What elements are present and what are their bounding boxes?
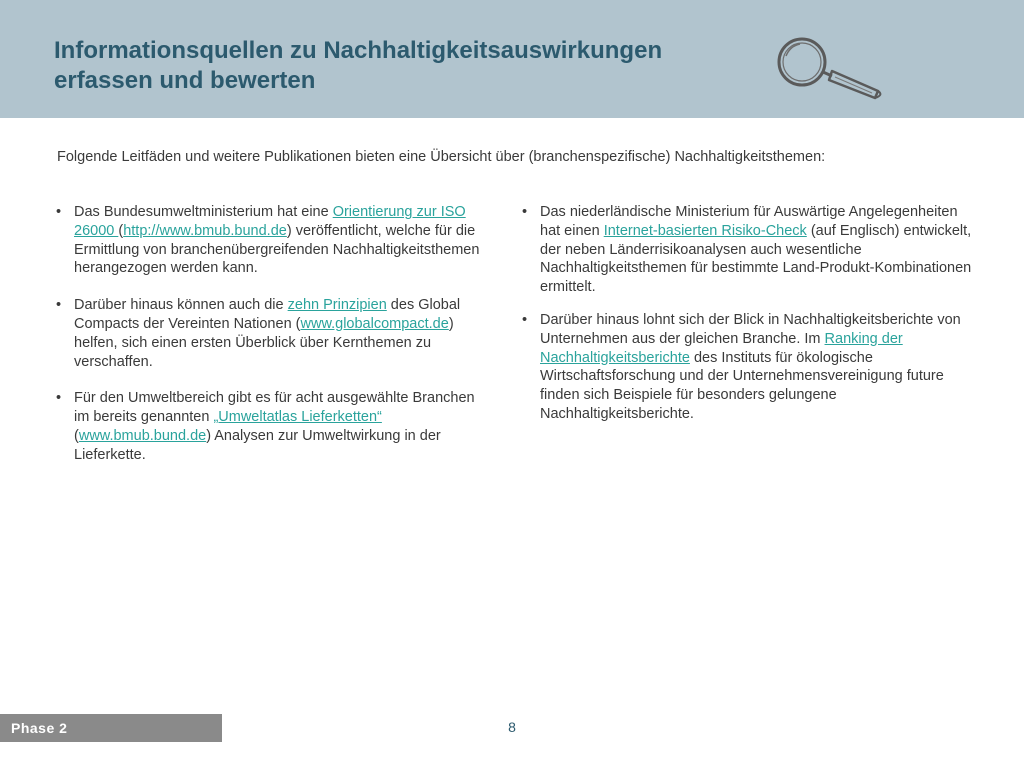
list-item	[56, 389, 481, 464]
list-item	[522, 203, 972, 297]
left-bullet-list	[56, 203, 481, 465]
list-item	[522, 311, 972, 424]
page-title	[54, 36, 754, 96]
phase-label: Phase 2	[11, 720, 68, 736]
list-item-text: Darüber hinaus können auch die	[74, 297, 288, 314]
list-item-text: ) Analysen zur Umweltwirkung in der Lieferkette.	[74, 427, 441, 463]
bullet: •	[56, 297, 62, 314]
link-bmub-url-2[interactable]: www.bmub.bund.de	[78, 427, 207, 444]
list-item-text: (auf Englisch) entwickelt, der neben Länderrisikoanalysen auch wesentliche Nachhaltigkeitsthemen für bestimmte Land-Produkt-Kombinationen ermittelt.	[540, 222, 972, 296]
list-item-text: (	[74, 427, 79, 444]
list-item-text: Darüber hinaus lohnt sich der Blick in Nachhaltigkeitsberichte von Unternehmen aus der gleichen Branche. Im	[540, 311, 961, 347]
page-title-line-1: Informationsquellen zu Nachhaltigkeitsauswirkungen	[54, 37, 663, 64]
page-title-line-2: erfassen und bewerten	[54, 67, 316, 94]
bullet: •	[522, 311, 528, 328]
list-item-text: ) veröffentlicht, welche für die Ermittlung von branchenübergreifenden Nachhaltigkeitsthemen herangezogen werden kann.	[74, 222, 480, 277]
phase-badge	[0, 714, 222, 742]
link-risiko-check[interactable]: Internet-basierten Risiko-Check	[603, 222, 807, 239]
magnifier-icon	[772, 34, 890, 104]
right-bullet-list	[522, 203, 972, 424]
list-item-text: des Instituts für ökologische Wirtschaftsforschung und der Unternehmensvereinigung future finden sich Beispiele für besonders gelungene Nachhaltigkeitsberichte.	[540, 349, 944, 422]
list-item-text: Das niederländische Ministerium für Auswärtige Angelegenheiten hat einen	[540, 204, 958, 239]
bullet: •	[56, 204, 62, 220]
header-band	[0, 0, 1024, 118]
bullet: •	[522, 204, 528, 220]
list-item-text: Für den Umweltbereich gibt es für acht ausgewählte Branchen im bereits genannten	[74, 390, 475, 426]
list-item	[56, 296, 481, 371]
bullet: •	[56, 390, 62, 407]
link-zehn-prinzipien[interactable]: zehn Prinzipien	[287, 297, 387, 314]
list-item-text: ) helfen, sich einen ersten Überblick über Kernthemen zu verschaffen.	[74, 315, 454, 370]
list-item	[56, 203, 481, 278]
link-umweltatlas-lieferketten[interactable]: „Umweltatlas Lieferketten“	[213, 409, 382, 426]
intro-text: Folgende Leitfäden und weitere Publikationen bieten eine Übersicht über (branchenspezifische) Nachhaltigkeitsthemen:	[57, 149, 826, 165]
link-iso-26000-orientation[interactable]: Orientierung zur ISO 26000	[74, 204, 466, 239]
page-number: 8	[508, 719, 516, 735]
list-item-text: des Global Compacts der Vereinten Nationen (	[74, 297, 461, 332]
link-ranking-nachhaltigkeitsberichte[interactable]: Ranking der Nachhaltigkeitsberichte	[540, 330, 903, 366]
link-bmub-url[interactable]: http://www.bmub.bund.de	[123, 222, 287, 239]
list-item-text: (	[118, 222, 124, 239]
link-globalcompact-url[interactable]: www.globalcompact.de	[300, 315, 449, 332]
list-item-text: Das Bundesumweltministerium hat eine	[74, 204, 333, 220]
